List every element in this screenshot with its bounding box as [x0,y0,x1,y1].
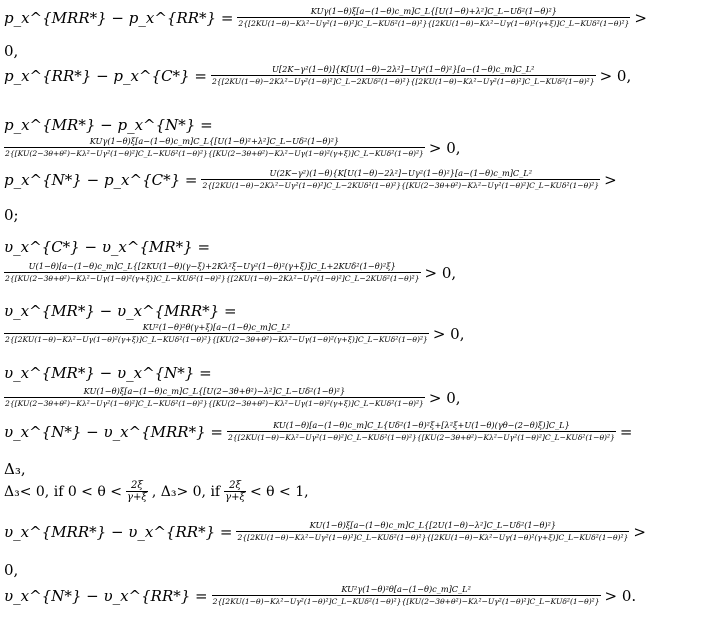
eq-numerator: KUγ(1−θ)ξ[a−(1−θ)c_m]C_L{[U(1−θ)+λ²]C_L−Uδ²(1−θ)²} [310,6,557,16]
eq-numerator: KU²γ(1−θ)²θ[a−(1−θ)c_m]C_L² [341,584,471,594]
eq-relation: > 0. [604,586,637,605]
eq-fraction [4,322,429,345]
eq-denominator: 2{[2KU(1−θ)−Kλ²−Uγ²(1−θ)²]C_L−KUδ²(1−θ)²}{[2KU(1−θ)−Kλ²−Uγ(1−θ)²(γ+ξ)]C_L−KUδ²(1−θ)²} [238,19,630,28]
eq-util-mrr-minus-rr [4,520,702,543]
eq-fraction [4,386,425,409]
eq-util-n-minus-mrr [4,420,702,443]
eq-relation: = [619,422,633,441]
eq-fraction [201,168,600,191]
eq-price-mr-minus-n-lhs [4,116,702,134]
eq-denominator: 2{[KU(2−3θ+θ²)−Kλ²−Uγ²(1−θ)²]C_L−KUδ²(1−θ)²}{[KU(2−3θ+θ²)−Kλ²−Uγ(1−θ)²(γ+ξ)]C_L−KUδ²(1−θ)²} [5,399,424,408]
condition-fraction-2 [224,480,246,503]
condition-tail: < θ < 1, [250,483,309,500]
eq-numerator: KU(1−θ)ξ[a−(1−θ)c_m]C_L{[2U(1−θ)−λ²]C_L−Uδ²(1−θ)²} [309,520,557,530]
eq-continuation [4,561,702,579]
eq-numerator: U(1−θ)[a−(1−θ)c_m]C_L{[2KU(1−θ)(γ−ξ)+2Kλ²ξ−Uγ²(1−θ)²(γ+ξ)]C_L+2KUδ²(1−θ)²ξ} [28,261,396,271]
eq-delta-condition [4,480,702,503]
eq-price-rr-minus-c [4,64,702,87]
eq-util-c-minus-mr [4,261,702,284]
eq-relation: > [604,170,617,189]
condition-numerator: 2ξ [130,480,143,491]
eq-util-n-minus-rr [4,584,702,607]
condition-lead: Δ₃< 0, if 0 < θ < [4,483,122,500]
eq-lhs: p_x^{RR*} − p_x^{C*} = [4,66,207,85]
eq-fraction [227,420,616,443]
eq-numerator: KU(1−θ)ξ[a−(1−θ)c_m]C_L{[U(2−3θ+θ²)−λ²]C_L−Uδ²(1−θ)²} [83,386,346,396]
eq-denominator: 2{[KU(2−3θ+θ²)−Kλ²−Uγ²(1−θ)²]C_L−KUδ²(1−θ)²}{[KU(2−3θ+θ²)−Kλ²−Uγ(1−θ)²(γ+ξ)]C_L−KUδ²(1−θ)²} [5,149,424,158]
eq-denominator: 2{[2KU(1−θ)−Kλ²−Uγ²(1−θ)²]C_L−KUδ²(1−θ)²}{[KU(2−3θ+θ²)−Kλ²−Uγ²(1−θ)²]C_L−KUδ²(1−θ)²} [212,597,600,606]
eq-numerator: KUγ(1−θ)ξ[a−(1−θ)c_m]C_L{[U(1−θ)²+λ²]C_L−Uδ²(1−θ)²} [89,136,340,146]
eq-denominator: 2{[KU(2−3θ+θ²)−Kλ²−Uγ(1−θ)²(γ+ξ)]C_L−KUδ²(1−θ)²}{[2KU(1−θ)−2Kλ²−Uγ²(1−θ)²]C_L−2KUδ²(1−θ)²} [5,274,420,283]
eq-lhs: υ_x^{MR*} − υ_x^{N*} = [4,364,212,382]
condition-denominator: γ+ξ [225,492,245,503]
eq-numerator: KU(1−θ)[a−(1−θ)c_m]C_L{Uδ²(1−θ)²ξ+[λ²ξ+U(1−θ)(γθ−(2−θ)ξ)]C_L} [273,420,570,430]
eq-numerator: U[2K−γ²(1−θ)]{K[U(1−θ)−2λ²]−Uγ²(1−θ)²}[a−(1−θ)c_m]C_L² [272,64,535,74]
condition-denominator: γ+ξ [126,492,147,503]
eq-lhs: υ_x^{MR*} − υ_x^{MRR*} = [4,302,237,320]
eq-lhs: p_x^{MRR*} − p_x^{RR*} = [4,8,234,27]
eq-lhs: υ_x^{N*} − υ_x^{RR*} = [4,586,208,605]
eq-price-n-minus-c [4,168,702,191]
eq-fraction [4,261,421,284]
eq-fraction [212,584,601,607]
eq-fraction [236,520,629,543]
eq-relation: > 0, [599,66,632,85]
eq-continuation [4,42,702,60]
eq-denominator: 2{[2KU(1−θ)−Kλ²−Uγ(1−θ)²(γ+ξ)]C_L−KUδ²(1−θ)²}{[KU(2−3θ+θ²)−Kλ²−Uγ(1−θ)²(γ+ξ)]C_L−KUδ²(1−θ)²} [5,335,428,344]
eq-denominator: 2{[2KU(1−θ)−Kλ²−Uγ²(1−θ)²]C_L−KUδ²(1−θ)²}{[2KU(1−θ)−Kλ²−Uγ(1−θ)²(γ+ξ)]C_L−KUδ²(1−θ)²} [237,533,629,542]
eq-relation: > 0, [432,324,465,343]
eq-text: 0, [4,42,19,60]
eq-continuation [4,206,702,224]
eq-relation: > 0, [428,388,461,407]
condition-mid: , Δ₃> 0, if [151,483,221,500]
eq-numerator: U(2K−γ²)(1−θ){K[U(1−θ)−2λ²]−Uγ²(1−θ)²}[a−(1−θ)c_m]C_L² [269,168,532,178]
eq-util-mr-minus-n [4,386,702,409]
eq-price-mr-minus-n [4,136,702,159]
eq-text: 0; [4,206,19,224]
eq-text: Δ₃, [4,460,26,478]
eq-lhs: υ_x^{C*} − υ_x^{MR*} = [4,238,211,256]
eq-fraction [211,64,596,87]
eq-price-mrr-minus-rr [4,6,702,29]
eq-text: 0, [4,561,19,579]
eq-relation: > [633,522,646,541]
eq-relation: > [634,8,647,27]
condition-numerator: 2ξ [229,480,241,491]
eq-relation: > 0, [424,263,457,282]
eq-lhs: p_x^{N*} − p_x^{C*} = [4,170,198,189]
condition-fraction-1 [126,480,148,503]
eq-relation: > 0, [428,138,461,157]
eq-fraction [237,6,630,29]
eq-continuation [4,460,702,478]
eq-util-mr-minus-mrr [4,322,702,345]
eq-numerator: KU²(1−θ)²θ(γ+ξ)[a−(1−θ)c_m]C_L² [142,322,291,332]
eq-util-mr-minus-mrr-lhs [4,302,702,320]
eq-util-c-minus-mr-lhs [4,238,702,256]
eq-denominator: 2{[2KU(1−θ)−2Kλ²−Uγ²(1−θ)²]C_L−2KUδ²(1−θ)²}{[2KU(1−θ)−Kλ²−Uγ²(1−θ)²]C_L−KUδ²(1−θ)²} [211,77,595,86]
eq-lhs: υ_x^{N*} − υ_x^{MRR*} = [4,422,223,441]
eq-lhs: p_x^{MR*} − p_x^{N*} = [4,116,213,134]
eq-denominator: 2{[2KU(1−θ)−2Kλ²−Uγ²(1−θ)²]C_L−2KUδ²(1−θ)²}{[KU(2−3θ+θ²)−Kλ²−Uγ²(1−θ)²]C_L−KUδ²(1−θ)²} [202,181,600,190]
eq-util-mr-minus-n-lhs [4,364,702,382]
eq-denominator: 2{[2KU(1−θ)−Kλ²−Uγ²(1−θ)²]C_L−KUδ²(1−θ)²}{[KU(2−3θ+θ²)−Kλ²−Uγ²(1−θ)²]C_L−KUδ²(1−θ)²} [227,433,615,442]
eq-lhs: υ_x^{MRR*} − υ_x^{RR*} = [4,522,233,541]
eq-fraction [4,136,425,159]
